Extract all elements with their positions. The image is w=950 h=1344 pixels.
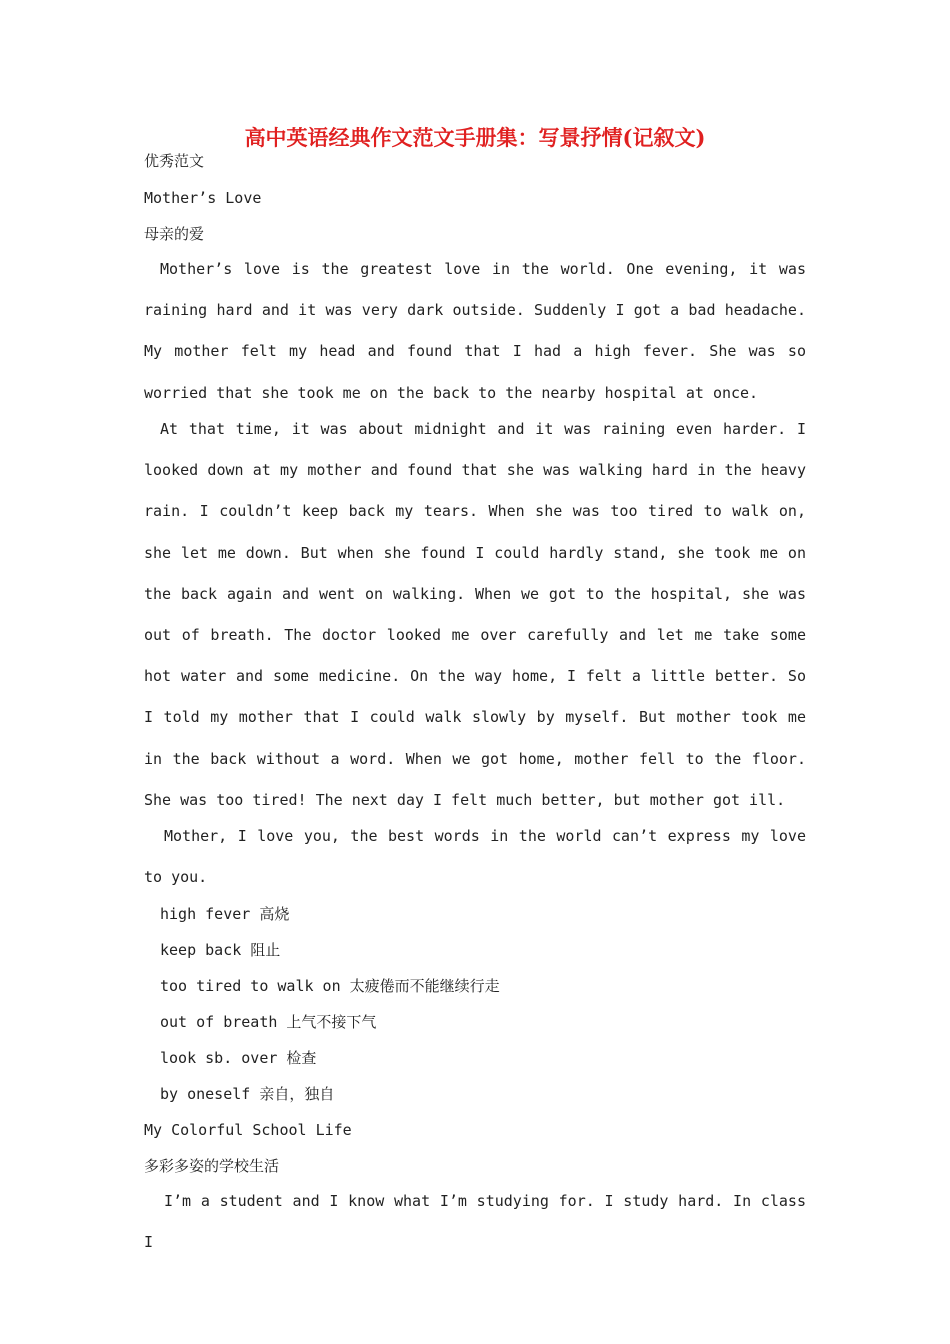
section-label: 优秀范文 — [144, 152, 205, 170]
essay1-paragraph-3 — [144, 816, 806, 898]
vocab-item: look sb. over 检查 — [160, 1049, 317, 1067]
essay1-paragraph-2 — [144, 409, 806, 821]
essay1-title-cn: 母亲的爱 — [144, 225, 205, 243]
paragraph-text: Mother’s love is the greatest love in the world. One evening, it was raining hard and it was very dark outside. Suddenly I got a bad headache. My mother felt my head and found that I had a high fever. She was so worried that she took me on the back to the nearby hospital at once. — [144, 260, 806, 402]
essay1-paragraph-1 — [144, 249, 806, 414]
vocab-item: high fever 高烧 — [160, 905, 290, 923]
vocab-item: out of breath 上气不接下气 — [160, 1013, 377, 1031]
paragraph-text: Mother, I love you, the best words in the world can’t express my love to you. — [144, 827, 806, 887]
paragraph-text: At that time, it was about midnight and it was raining even harder. I looked down at my mother and found that she was walking hard in the heavy rain. I couldn’t keep back my tears. When she was too tired to walk on, she let me down. But when she found I could hardly stand, she took me on the back again and went on walking. When we got to the hospital, she was out of breath. The doctor looked me over carefully and let me take some hot water and some medicine. On the way home, I felt a little better. So I told my mother that I could walk slowly by myself. But mother took me in the back without a word. When we got home, mother fell to the floor. She was too tired! The next day I felt much better, but mother got ill. — [144, 420, 806, 809]
essay2-title-en: My Colorful School Life — [144, 1121, 352, 1139]
essay2-title-cn: 多彩多姿的学校生活 — [144, 1157, 280, 1175]
paragraph-text: I’m a student and I know what I’m studying for. I study hard. In class I — [144, 1192, 806, 1252]
vocab-item: too tired to walk on 太疲倦而不能继续行走 — [160, 977, 500, 995]
vocab-item: keep back 阻止 — [160, 941, 281, 959]
essay1-title-en: Mother’s Love — [144, 189, 262, 207]
essay2-paragraph-1 — [144, 1181, 806, 1263]
document-title: 高中英语经典作文范文手册集：写景抒情(记叙文) — [244, 125, 706, 150]
vocab-item: by oneself 亲自，独自 — [160, 1085, 335, 1103]
